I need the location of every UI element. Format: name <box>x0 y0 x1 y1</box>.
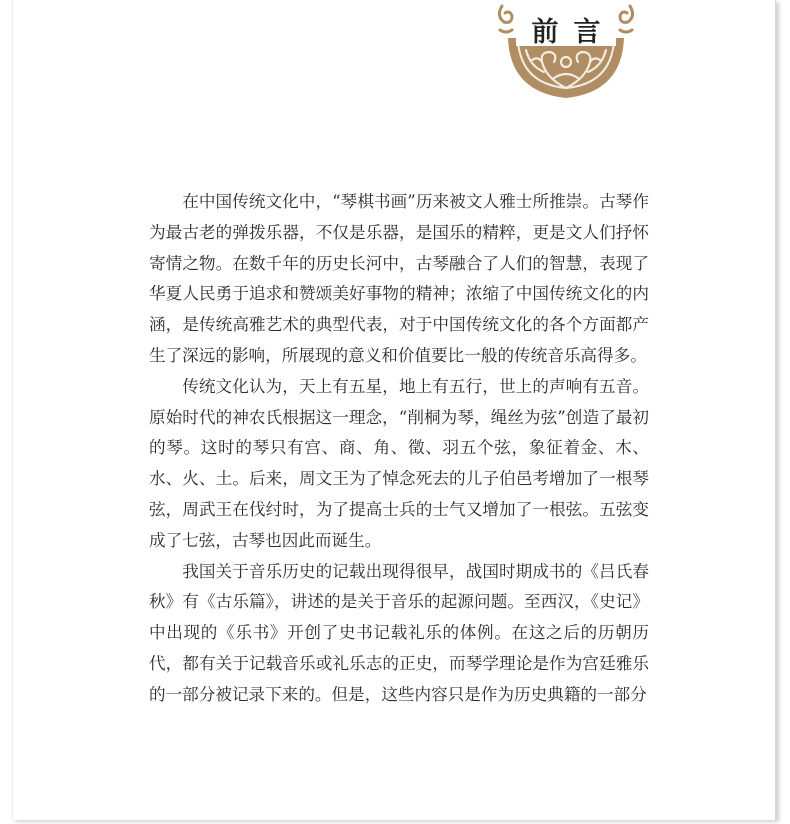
preface-body <box>149 187 649 711</box>
paragraph: 我国关于音乐历史的记载出现得很早，战国时期成书的《吕氏春秋》有《古乐篇》，讲述的是关于音乐的起源问题。至西汉，《史记》中出现的《乐书》开创了史书记载礼乐的体例。在这之后的历朝历代，都有关于记载音乐或礼乐志的正史，而琴学理论是作为宫廷雅乐的一部分被记录下来的。但是，这些内容只是作为历史典籍的一部分 <box>149 561 649 704</box>
paragraph: 在中国传统文化中，“琴棋书画”历来被文人雅士所推崇。古琴作为最古老的弹拨乐器，不仅是乐器，是国乐的精粹，更是文人们抒怀寄情之物。在数千年的历史长河中，古琴融合了人们的智慧，表现了华夏人民勇于追求和赞颂美好事物的精神；浓缩了中国传统文化的内涵，是传统高雅艺术的典型代表，对于中国传统文化的各个方面都产生了深远的影响，所展现的意义和价值要比一般的传统音乐高得多。 <box>149 192 649 365</box>
paragraph: 传统文化认为，天上有五星，地上有五行，世上的声响有五音。原始时代的神农氏根据这一理念，“削桐为琴，绳丝为弦”创造了最初的琴。这时的琴只有宫、商、角、徵、羽五个弦，象征着金、木、水、火、土。后来，周文王为了悼念死去的儿子伯邑考增加了一根琴弦，周武王在伐纣时，为了提高士兵的士气又增加了一根弦。五弦变成了七弦，古琴也因此而诞生。 <box>149 376 649 550</box>
book-page <box>12 0 776 820</box>
page-title: 前言 <box>531 17 616 48</box>
